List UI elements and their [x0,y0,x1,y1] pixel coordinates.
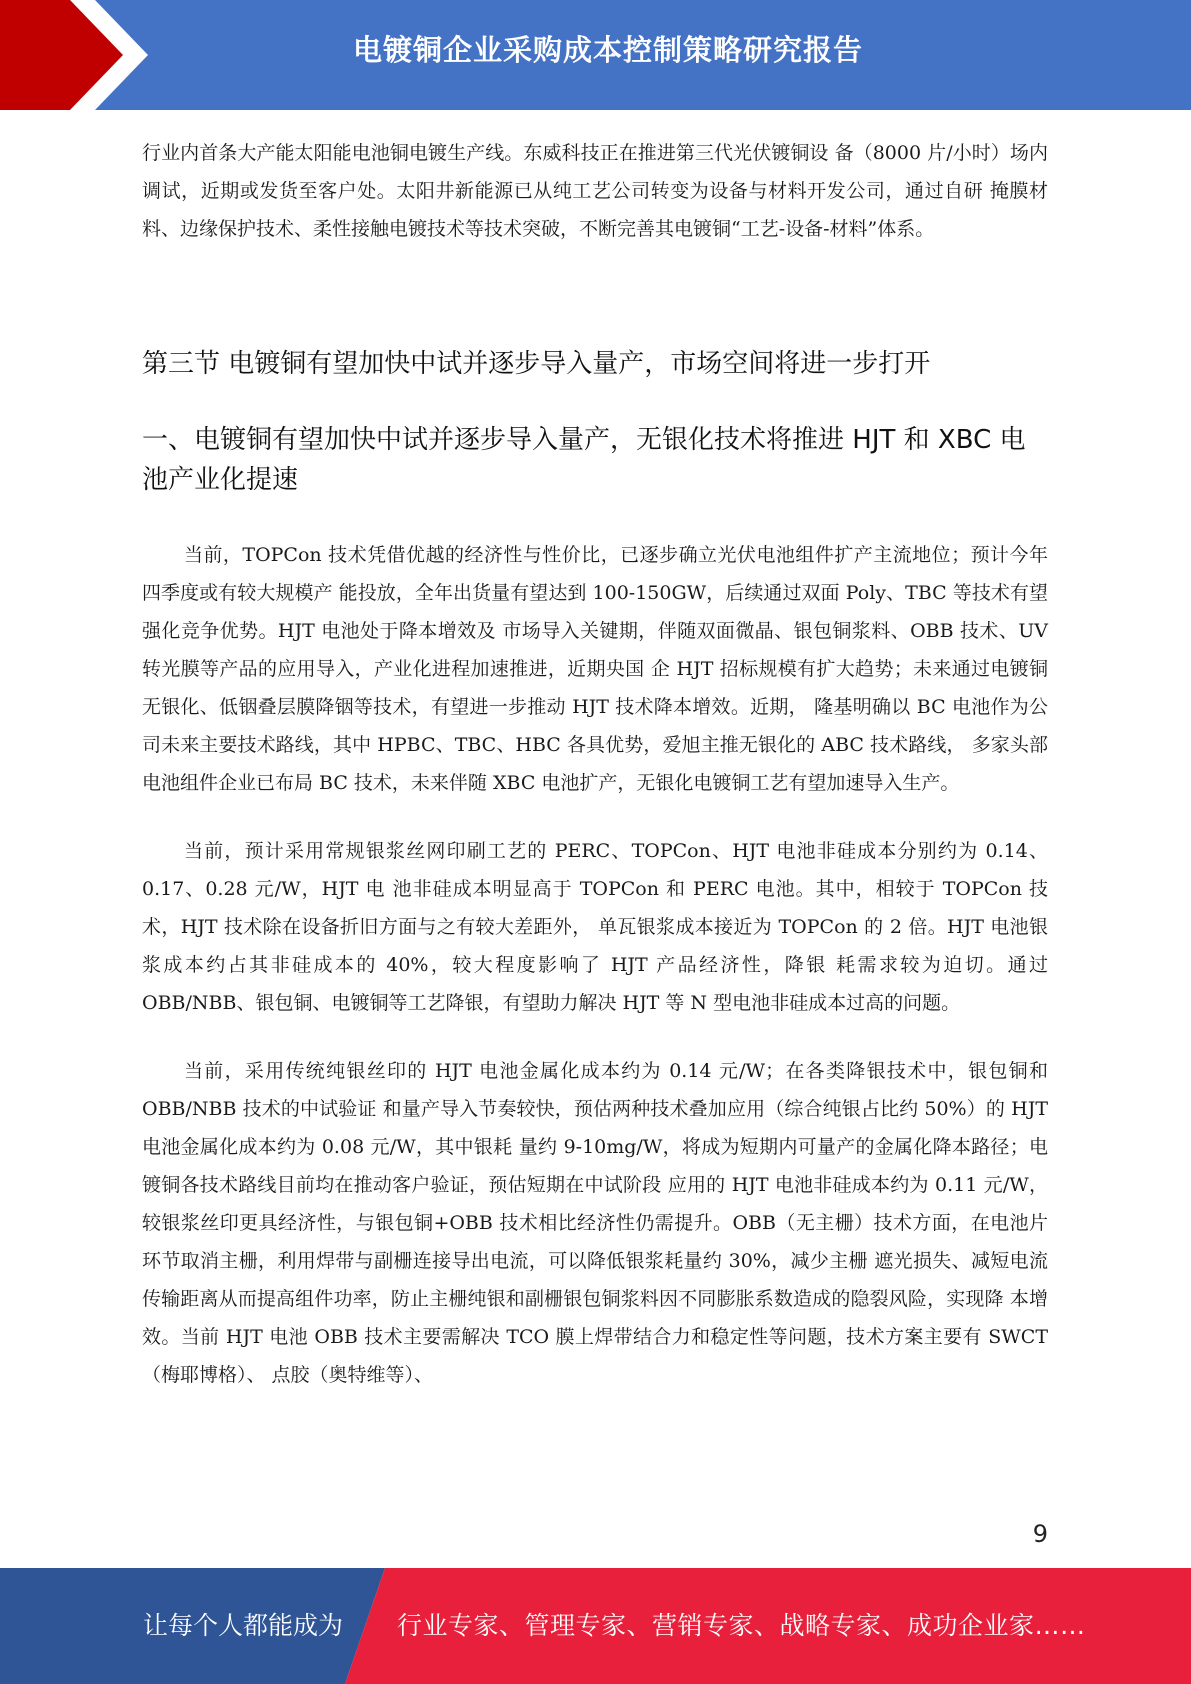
footer-slogan-right: 行业专家、管理专家、营销专家、战略专家、成功企业家…… [397,1611,1086,1640]
page-content [142,134,1048,1394]
footer-banner [0,1568,1191,1684]
spacer [142,384,1048,420]
spacer [142,802,1048,832]
spacer [142,248,1048,344]
spacer [142,1022,1048,1052]
spacer [142,500,1048,536]
body-paragraph: 当前，预计采用常规银浆丝网印刷工艺的 PERC、TOPCon、HJT 电池非硅成本分别约为 0.14、0.17、0.28 元/W，HJT 电 池非硅成本明显高于 TOPCon 和 PERC 电池。其中，相较于 TOPCon 技术，HJT 技术除在设备折旧方面与之有较大差距外， 单瓦银浆成本接近为 TOPCon 的 2 倍。HJT 电池银浆成本约占其非硅成本的 40%，较大程度影响了 HJT 产品经济性，降银 耗需求较为迫切。通过 OBB/NBB、银包铜、电镀铜等工艺降银，有望助力解决 HJT 等 N 型电池非硅成本过高的问题。 [142,840,1048,1014]
footer-slogan-left: 让每个人都能成为 [143,1611,344,1640]
report-title: 电镀铜企业采购成本控制策略研究报告 [352,33,863,67]
body-paragraph: 当前，采用传统纯银丝印的 HJT 电池金属化成本约为 0.14 元/W；在各类降银技术中，银包铜和 OBB/NBB 技术的中试验证 和量产导入节奏较快，预估两种技术叠加应用（综合纯银占比约 50%）的 HJT 电池金属化成本约为 0.08 元/W，其中银耗 量约 9-10mg/W，将成为短期内可量产的金属化降本路径；电镀铜各技术路线目前均在推动客户验证，预估短期在中试阶段 应用的 HJT 电池非硅成本约为 0.11 元/W，较银浆丝印更具经济性，与银包铜+OBB 技术相比经济性仍需提升。OBB（无主栅）技术方面，在电池片环节取消主栅，利用焊带与副栅连接导出电流，可以降低银浆耗量约 30%，减少主栅 遮光损失、减短电流传输距离从而提高组件功率，防止主栅纯银和副栅银包铜浆料因不同膨胀系数造成的隐裂风险，实现降 本增效。当前 HJT 电池 OBB 技术主要需解决 TCO 膜上焊带结合力和稳定性等问题，技术方案主要有 SWCT（梅耶博格）、 点胶（奥特维等）、 [142,1060,1048,1386]
section-title: 第三节 电镀铜有望加快中试并逐步导入量产，市场空间将进一步打开 [142,349,931,379]
header-banner [0,0,1191,110]
intro-paragraph: 行业内首条大产能太阳能电池铜电镀生产线。东威科技正在推进第三代光伏镀铜设 备（8000 片/小时）场内调试，近期或发货至客户处。太阳井新能源已从纯工艺公司转变为设备与材料开发公司，通过自研 掩膜材料、边缘保护技术、柔性接触电镀技术等技术突破，不断完善其电镀铜“工艺-设备-材料”体系。 [142,142,1048,240]
page-number: 9 [1032,1520,1048,1548]
subsection-title: 一、电镀铜有望加快中试并逐步导入量产，无银化技术将推进 HJT 和 XBC 电池产业化提速 [142,425,1026,495]
body-paragraph: 当前，TOPCon 技术凭借优越的经济性与性价比，已逐步确立光伏电池组件扩产主流地位；预计今年四季度或有较大规模产 能投放，全年出货量有望达到 100-150GW，后续通过双面 Poly、TBC 等技术有望强化竞争优势。HJT 电池处于降本增效及 市场导入关键期，伴随双面微晶、银包铜浆料、OBB 技术、UV 转光膜等产品的应用导入，产业化进程加速推进，近期央国 企 HJT 招标规模有扩大趋势；未来通过电镀铜无银化、低铟叠层膜降铟等技术，有望进一步推动 HJT 技术降本增效。近期， 隆基明确以 BC 电池作为公司未来主要技术路线，其中 HPBC、TBC、HBC 各具优势，爱旭主推无银化的 ABC 技术路线， 多家头部电池组件企业已布局 BC 技术，未来伴随 XBC 电池扩产，无银化电镀铜工艺有望加速导入生产。 [142,544,1048,794]
